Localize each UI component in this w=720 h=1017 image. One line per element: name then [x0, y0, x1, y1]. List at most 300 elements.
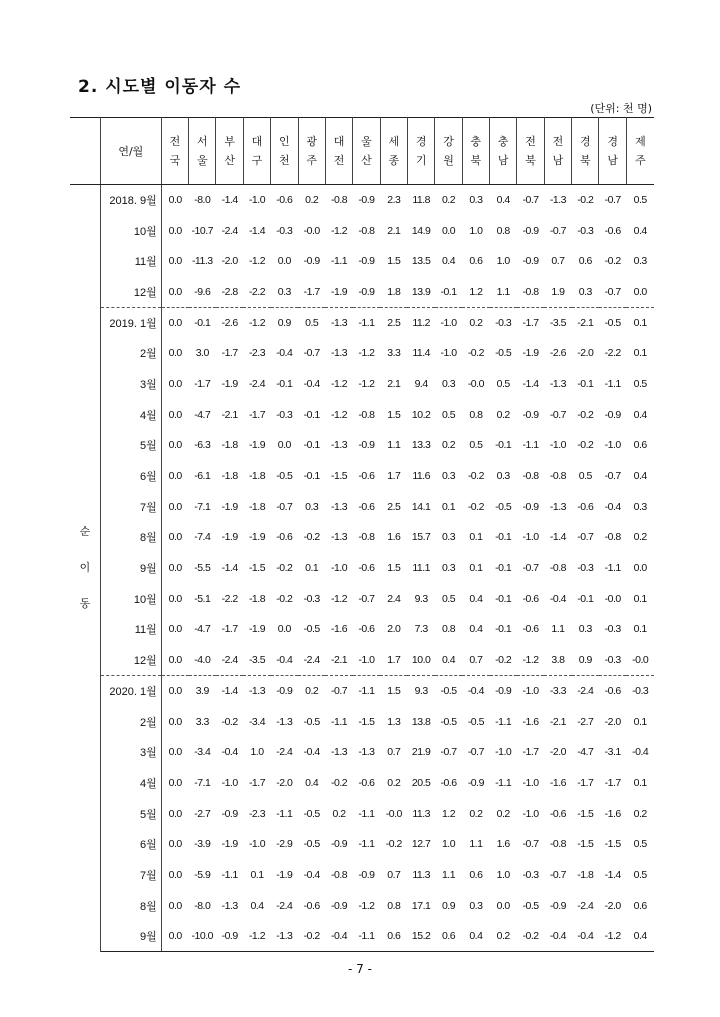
header-region-char: 전 [333, 154, 345, 167]
table-cell: -7.4 [194, 531, 211, 544]
table-cell: 0.4 [633, 408, 647, 421]
table-cell: -1.2 [331, 592, 348, 605]
table-cell: -1.1 [495, 715, 512, 728]
header-region [161, 118, 188, 185]
table-cell: -2.0 [221, 255, 238, 268]
table-cell: -1.0 [522, 776, 539, 789]
table-cell: -2.2 [248, 285, 266, 298]
table-cell: -0.9 [358, 194, 375, 207]
table-cell: -1.3 [549, 377, 566, 390]
table-cell: -1.9 [221, 500, 238, 513]
table-cell: 11.3 [412, 807, 430, 820]
table-cell: -1.0 [517, 676, 544, 707]
table-cell: -1.7 [248, 408, 266, 421]
table-cell: 0.0 [168, 838, 182, 851]
table-cell: -1.9 [248, 439, 266, 452]
header-region-char: 남 [607, 154, 618, 167]
table-cell: -4.7 [194, 408, 211, 421]
table-cell: 0.0 [633, 562, 647, 575]
header-region [189, 118, 216, 185]
table-cell: -1.1 [495, 776, 512, 789]
table-row [70, 307, 654, 338]
table-cell: -0.2 [303, 531, 320, 544]
row-year-month: 3월 [100, 369, 161, 400]
table-cell: 0.0 [168, 592, 182, 605]
table-cell: -1.8 [248, 500, 266, 513]
table-cell: -0.8 [522, 470, 539, 483]
row-year-month: 8월 [100, 890, 161, 921]
table-cell: -0.1 [495, 531, 512, 544]
table-cell: -1.5 [577, 807, 594, 820]
header-region-char: 북 [579, 154, 591, 167]
table-cell: -0.2 [276, 592, 293, 605]
table-cell: 0.2 [332, 807, 346, 820]
table-cell: -1.0 [435, 307, 462, 338]
table-cell: 0.0 [161, 676, 188, 707]
migration-table [70, 117, 654, 952]
table-cell: -0.4 [303, 377, 320, 390]
table-cell: -1.6 [549, 776, 566, 789]
table-cell: -0.2 [467, 347, 484, 360]
table-cell: -1.8 [221, 470, 238, 483]
table-cell: 0.3 [578, 623, 592, 636]
table-cell: -0.7 [303, 347, 320, 360]
table-cell: -0.6 [577, 500, 594, 513]
table-cell: -2.4 [572, 676, 599, 707]
table-cell: -0.0 [604, 592, 621, 605]
table-cell: -0.1 [495, 439, 512, 452]
table-cell: 13.3 [411, 439, 431, 452]
table-cell: 0.5 [633, 377, 647, 390]
table-cell: 1.6 [496, 838, 510, 851]
table-cell: -0.9 [467, 776, 484, 789]
table-cell: -1.9 [248, 623, 266, 636]
table-cell: -1.0 [221, 776, 238, 789]
table-cell: -11.3 [191, 255, 213, 268]
table-cell: -1.7 [303, 285, 320, 298]
table-cell: -1.1 [276, 807, 293, 820]
table-cell: 0.1 [633, 715, 647, 728]
table-cell: 1.0 [496, 255, 510, 268]
table-cell: -0.2 [467, 470, 484, 483]
table-cell: -0.8 [549, 838, 566, 851]
table-cell: -0.9 [604, 408, 621, 421]
table-cell: 0.6 [578, 255, 592, 268]
table-cell: 0.5 [441, 592, 456, 605]
table-cell: 1.5 [387, 562, 401, 575]
table-cell: -0.7 [358, 592, 375, 605]
table-row [70, 246, 654, 277]
table-cell: -5.9 [194, 868, 211, 881]
table-cell: -1.0 [522, 531, 539, 544]
table-row [70, 522, 654, 553]
table-cell: -1.4 [216, 676, 243, 707]
table-cell: -1.1 [353, 307, 380, 338]
table-cell: 0.1 [469, 531, 483, 544]
table-cell: -0.6 [440, 776, 457, 789]
header-region-char: 국 [169, 154, 181, 167]
table-cell: 0.3 [633, 255, 647, 268]
table-cell: 11.8 [412, 194, 430, 207]
table-cell: -3.4 [248, 715, 266, 728]
table-cell: -1.1 [331, 255, 348, 268]
table-cell: 0.5 [298, 307, 325, 338]
table-cell: -1.5 [604, 838, 621, 851]
table-cell: 0.6 [469, 255, 483, 268]
table-row [70, 860, 654, 891]
table-cell: -0.6 [276, 194, 293, 207]
table-cell: -0.2 [331, 776, 348, 789]
table-cell: -1.1 [353, 921, 380, 952]
header-region [353, 118, 380, 185]
table-cell: 0.7 [387, 746, 401, 759]
table-cell: -1.2 [243, 921, 270, 952]
side-label-char: 순 [79, 525, 91, 539]
header-region [243, 118, 270, 185]
table-cell: -0.2 [276, 562, 293, 575]
table-cell: 1.0 [496, 868, 510, 881]
table-cell: -1.1 [604, 377, 621, 390]
table-cell: -1.1 [522, 439, 539, 452]
table-cell: 0.0 [168, 531, 182, 544]
table-cell: -0.6 [358, 776, 375, 789]
table-cell: 0.6 [435, 921, 462, 952]
table-cell: 0.0 [168, 562, 182, 575]
table-cell: 0.5 [578, 470, 592, 483]
table-cell: -1.7 [577, 776, 594, 789]
table-row [70, 645, 654, 676]
table-cell: -0.3 [303, 592, 320, 605]
table-cell: -0.4 [544, 921, 571, 952]
page-number: - 7 - [348, 962, 372, 976]
row-year-month: 4월 [100, 768, 161, 799]
table-cell: 3.0 [195, 347, 209, 360]
table-cell: -1.2 [331, 408, 348, 421]
table-cell: 11.1 [412, 562, 430, 575]
table-cell: -1.5 [331, 470, 348, 483]
table-cell: 11.4 [412, 347, 430, 360]
table-cell: -3.9 [194, 838, 211, 851]
table-cell: -2.4 [303, 653, 320, 666]
table-cell: -1.2 [248, 255, 266, 268]
table-cell: 0.0 [168, 715, 182, 728]
table-cell: 0.0 [633, 285, 647, 298]
table-cell: 0.5 [633, 838, 647, 851]
table-cell: 3.8 [551, 653, 565, 666]
table-cell: -1.1 [358, 838, 375, 851]
table-cell: -0.2 [517, 921, 544, 952]
table-cell: -1.2 [331, 377, 348, 390]
table-cell: 1.1 [496, 285, 510, 298]
table-cell: -1.7 [248, 776, 266, 789]
table-cell: 0.0 [168, 408, 182, 421]
table-cell: 1.9 [551, 285, 565, 298]
table-cell: -1.2 [358, 899, 375, 912]
table-cell: 0.0 [168, 807, 182, 820]
table-cell: -0.7 [549, 868, 566, 881]
table-cell: 11.6 [412, 470, 430, 483]
table-cell: -2.4 [276, 899, 293, 912]
table-cell: -1.4 [549, 531, 566, 544]
table-cell: -0.6 [522, 592, 539, 605]
table-row [70, 399, 654, 430]
table-cell: 0.1 [250, 868, 264, 881]
table-cell: 3.3 [195, 715, 209, 728]
row-year-month: 10월 [100, 583, 161, 614]
table-cell: 0.8 [496, 224, 510, 237]
table-cell: 1.5 [387, 408, 401, 421]
side-label-char: 동 [79, 597, 91, 611]
table-cell: 2.0 [387, 623, 401, 636]
table-cell: 0.9 [441, 899, 456, 912]
table-cell: 0.0 [168, 439, 182, 452]
table-cell: -0.2 [577, 439, 594, 452]
table-cell: 1.0 [250, 746, 264, 759]
table-cell: 0.6 [380, 921, 407, 952]
table-cell: -0.3 [276, 224, 293, 237]
table-cell: -1.7 [522, 746, 539, 759]
table-cell: 0.4 [469, 623, 483, 636]
table-cell: 13.9 [411, 285, 431, 298]
table-cell: -0.4 [303, 868, 320, 881]
table-cell: -1.6 [604, 807, 621, 820]
table-cell: 11.2 [407, 307, 434, 338]
table-cell: 0.2 [441, 439, 456, 452]
table-cell: -1.7 [604, 776, 621, 789]
header-region-char: 북 [525, 154, 536, 167]
table-cell: 0.1 [633, 347, 647, 360]
table-cell: 10.2 [411, 408, 431, 421]
table-cell: -1.8 [248, 470, 266, 483]
row-year-month: 7월 [100, 860, 161, 891]
header-year-month: 연/월 [100, 118, 161, 185]
header-region-char: 충 [497, 135, 509, 148]
header-region-char: 산 [361, 154, 372, 167]
table-cell: -1.3 [276, 715, 293, 728]
header-region-char: 대 [251, 135, 263, 148]
table-cell: -1.1 [331, 715, 348, 728]
table-cell: 0.4 [633, 470, 647, 483]
table-cell: -2.2 [604, 347, 621, 360]
table-cell: -1.3 [549, 500, 566, 513]
table-row [70, 369, 654, 400]
table-cell: -1.3 [221, 899, 238, 912]
table-cell: 0.1 [305, 562, 319, 575]
table-cell: -0.3 [577, 224, 594, 237]
table-cell: -0.7 [522, 838, 539, 851]
table-cell: 0.3 [633, 500, 647, 513]
table-cell: -1.0 [331, 562, 348, 575]
table-cell: -1.3 [271, 921, 298, 952]
table-cell: -0.9 [358, 868, 375, 881]
header-region-char: 강 [443, 135, 454, 148]
table-cell: -1.3 [331, 439, 348, 452]
header-region-char: 전 [525, 135, 536, 148]
table-cell: 1.1 [551, 623, 565, 636]
table-cell: 0.8 [441, 623, 456, 636]
table-cell: -3.1 [604, 746, 621, 759]
table-cell: -1.3 [331, 500, 348, 513]
table-cell: -1.1 [358, 807, 375, 820]
table-cell: -4.7 [577, 746, 594, 759]
table-cell: -2.1 [331, 653, 348, 666]
table-cell: -0.8 [604, 531, 621, 544]
table-cell: 0.3 [578, 285, 592, 298]
table-cell: -1.2 [358, 347, 375, 360]
table-cell: 0.2 [496, 408, 510, 421]
table-cell: -1.9 [221, 838, 238, 851]
table-cell: 2.1 [387, 224, 401, 237]
table-cell: -0.2 [385, 838, 402, 851]
table-cell: 0.5 [469, 439, 483, 452]
table-cell: -1.3 [331, 746, 348, 759]
table-cell: -0.1 [495, 592, 512, 605]
table-cell: -1.0 [248, 838, 266, 851]
table-cell: -1.2 [243, 307, 270, 338]
table-cell: -2.4 [221, 224, 238, 237]
header-region-char: 울 [361, 135, 372, 148]
table-cell: -1.4 [221, 562, 238, 575]
table-cell: 0.2 [462, 307, 489, 338]
table-cell: 0.2 [490, 921, 517, 952]
table-cell: -0.4 [276, 347, 293, 360]
table-cell: 0.8 [387, 899, 401, 912]
table-cell: 0.4 [496, 194, 510, 207]
table-cell: 0.3 [469, 194, 483, 207]
table-cell: 0.0 [161, 307, 188, 338]
side-label [70, 185, 100, 952]
row-year-month: 12월 [100, 277, 161, 308]
table-cell: -0.5 [522, 899, 539, 912]
table-cell: -4.0 [194, 653, 211, 666]
table-cell: -5.5 [194, 562, 211, 575]
table-cell: 1.2 [469, 285, 483, 298]
table-cell: -1.9 [276, 868, 293, 881]
table-row [70, 706, 654, 737]
table-cell: -0.7 [522, 562, 539, 575]
table-cell: -0.1 [577, 592, 594, 605]
table-cell: 0.0 [168, 868, 182, 881]
table-cell: -1.3 [331, 531, 348, 544]
table-cell: 0.5 [441, 408, 456, 421]
table-cell: 0.0 [277, 623, 291, 636]
table-cell: -0.7 [440, 746, 457, 759]
table-cell: 0.6 [633, 439, 647, 452]
table-cell: -1.6 [522, 715, 539, 728]
table-cell: 0.8 [469, 408, 483, 421]
table-row [70, 737, 654, 768]
table-cell: -6.1 [194, 470, 211, 483]
table-cell: -0.7 [549, 224, 566, 237]
table-cell: -1.2 [358, 377, 375, 390]
table-cell: 0.0 [441, 224, 456, 237]
table-cell: -2.3 [248, 807, 266, 820]
table-cell: 2.3 [387, 194, 401, 207]
table-cell: -0.8 [549, 562, 566, 575]
table-cell: -1.8 [221, 439, 238, 452]
table-cell: -0.6 [358, 623, 375, 636]
table-cell: -1.9 [248, 531, 266, 544]
table-cell: -1.7 [194, 377, 211, 390]
table-cell: 0.3 [469, 899, 483, 912]
table-cell: -0.9 [358, 285, 375, 298]
table-cell: -1.1 [353, 676, 380, 707]
table-cell: 0.0 [168, 776, 182, 789]
table-cell: 13.8 [411, 715, 431, 728]
table-cell: 0.7 [469, 653, 483, 666]
table-cell: 14.1 [411, 500, 431, 513]
table-cell: -0.6 [303, 899, 320, 912]
header-region-char: 서 [196, 135, 208, 148]
table-row [70, 491, 654, 522]
table-cell: -1.7 [517, 307, 544, 338]
unit-label: (단위: 천 명) [590, 102, 652, 115]
table-cell: 0.3 [441, 470, 456, 483]
table-cell: -2.0 [604, 715, 621, 728]
table-cell: -1.3 [358, 746, 375, 759]
table-cell: -0.9 [522, 255, 539, 268]
row-year-month: 2018. 9월 [100, 185, 161, 216]
table-cell: -2.4 [221, 653, 238, 666]
table-cell: -0.5 [467, 715, 484, 728]
table-cell: 0.0 [168, 347, 182, 360]
table-cell: 21.9 [411, 746, 431, 759]
table-cell: 0.2 [298, 676, 325, 707]
table-cell: 0.3 [496, 470, 510, 483]
table-row [70, 798, 654, 829]
table-cell: -0.5 [440, 715, 457, 728]
header-region-char: 종 [388, 154, 400, 167]
header-region [517, 118, 544, 185]
table-cell: -0.7 [549, 408, 566, 421]
table-cell: -4.7 [194, 623, 211, 636]
table-cell: -0.4 [549, 592, 566, 605]
table-cell: 0.0 [168, 746, 182, 759]
table-cell: -0.1 [189, 307, 216, 338]
table-cell: 0.3 [305, 500, 319, 513]
table-cell: 0.0 [168, 500, 182, 513]
table-cell: -2.0 [549, 746, 566, 759]
table-cell: 0.9 [271, 307, 298, 338]
page-title: 2. 시도별 이동자 수 [78, 77, 241, 97]
table-cell: 0.4 [633, 224, 647, 237]
table-cell: -0.1 [577, 377, 594, 390]
table-cell: 0.3 [441, 531, 456, 544]
table-cell: 2.1 [387, 377, 401, 390]
table-cell: -0.6 [358, 562, 375, 575]
table-cell: 1.1 [441, 868, 456, 881]
table-row [70, 676, 654, 707]
table-cell: -1.8 [577, 868, 594, 881]
table-cell: 0.0 [168, 194, 182, 207]
table-cell: -2.8 [221, 285, 238, 298]
header-region-char: 충 [470, 135, 482, 148]
table-cell: -1.9 [522, 347, 539, 360]
table-cell: 0.0 [168, 470, 182, 483]
row-year-month: 11월 [100, 246, 161, 277]
header-region [325, 118, 352, 185]
table-cell: -0.4 [462, 676, 489, 707]
table-cell: 1.6 [387, 531, 401, 544]
table-cell: -1.0 [248, 194, 266, 207]
table-cell: -1.4 [522, 377, 539, 390]
header-region-char: 구 [251, 154, 263, 167]
table-row [70, 921, 654, 952]
table-cell: -0.9 [221, 807, 238, 820]
row-year-month: 2월 [100, 706, 161, 737]
row-year-month: 12월 [100, 645, 161, 676]
table-cell: -10.7 [191, 224, 213, 237]
